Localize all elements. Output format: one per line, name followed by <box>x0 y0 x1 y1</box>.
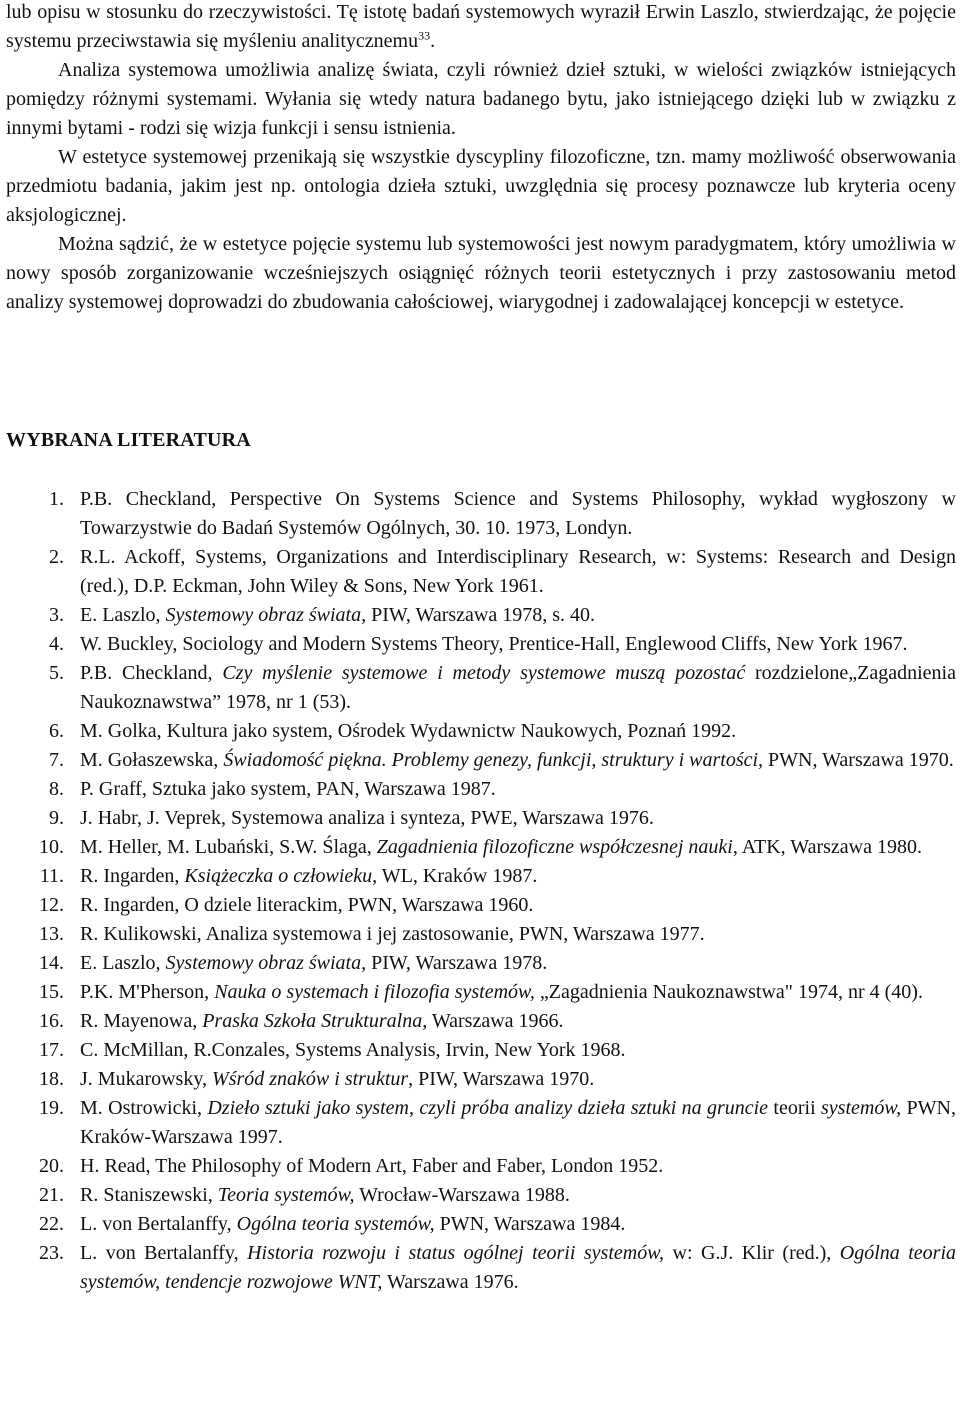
bibliography-item-text: L. von Bertalanffy, <box>80 1242 248 1264</box>
bibliography-item-text: M. Ostrowicki, <box>80 1097 208 1119</box>
bibliography-item-text: M. Gołaszewska, <box>80 749 224 771</box>
bibliography-item-text: M. Golka, Kultura jako system, Ośrodek Wydawnictw Naukowych, Poznań 1992. <box>80 720 737 742</box>
bibliography-item-number: 9. <box>49 807 64 829</box>
bibliography-item-text: J. Mukarowsky, <box>80 1068 213 1090</box>
bibliography-item-number: 11. <box>39 865 64 887</box>
bibliography-item-number: 20. <box>39 1155 64 1177</box>
bibliography-item <box>0 1094 956 1152</box>
bibliography-item <box>0 1210 956 1239</box>
bibliography-item <box>0 833 956 862</box>
bibliography-item <box>0 891 956 920</box>
bibliography-item-number: 12. <box>39 894 64 916</box>
bibliography-item-title: systemów, <box>821 1097 902 1119</box>
bibliography-item-text: H. Read, The Philosophy of Modern Art, Faber and Faber, London 1952. <box>80 1155 664 1177</box>
bibliography-item-number: 1. <box>49 488 64 510</box>
bibliography-item-text: ATK, Warszawa 1980. <box>737 836 922 858</box>
bibliography-item-title: Zagadnienia filozoficzne współczesnej nauki, <box>376 836 738 858</box>
bibliography-item-number: 5. <box>49 662 64 684</box>
bibliography-item-title: Nauka o systemach i filozofia systemów, <box>214 981 535 1003</box>
bibliography-item-text: „Zagadnienia Naukoznawstwa" 1974, nr 4 (40). <box>534 981 923 1003</box>
bibliography-item <box>0 601 956 630</box>
bibliography-item-text: E. Laszlo, <box>80 604 166 626</box>
bibliography-item <box>0 862 956 891</box>
bibliography-item-title: Historia rozwoju i status ogólnej teorii systemów, <box>247 1242 665 1264</box>
bibliography-item-number: 4. <box>49 633 64 655</box>
bibliography-item-text: J. Habr, J. Veprek, Systemowa analiza i synteza, PWE, Warszawa 1976. <box>80 807 654 829</box>
bibliography-item-number: 14. <box>39 952 64 974</box>
bibliography-item-title: Systemowy obraz świata, <box>165 952 367 974</box>
bibliography-item <box>0 746 956 775</box>
bibliography-item-title: Praska Szkoła Strukturalna, <box>202 1010 428 1032</box>
bibliography-item-text: R. Kulikowski, Analiza systemowa i jej zastosowanie, PWN, Warszawa 1977. <box>80 923 705 945</box>
bibliography-item-number: 16. <box>39 1010 64 1032</box>
bibliography-item-text: R. Ingarden, O dziele literackim, PWN, Warszawa 1960. <box>80 894 534 916</box>
bibliography-item-text: rozdzielone„Zagadnienia Naukoznawstwa” 1978, nr 1 (53). <box>80 662 956 713</box>
bibliography-item-text: PWN, Warszawa 1984. <box>434 1213 626 1235</box>
bibliography-item-text: R.L. Ackoff, Systems, Organizations and Interdisciplinary Research, w: Systems: Research and Design (red.), D.P. Eckman, John Wiley & Sons, New York 1961. <box>80 546 956 597</box>
bibliography-item-number: 7. <box>49 749 64 771</box>
bibliography-item-text: WL, Kraków 1987. <box>377 865 538 887</box>
bibliography-item-text: P.B. Checkland, <box>80 662 223 684</box>
bibliography-item <box>0 630 956 659</box>
paragraph-laszlo <box>0 0 960 56</box>
bibliography-item-number: 6. <box>49 720 64 742</box>
bibliography-item <box>0 1007 956 1036</box>
bibliography-item <box>0 1065 956 1094</box>
paragraph-text: . <box>430 30 436 52</box>
bibliography-item-text: M. Heller, M. Lubański, S.W. Ślaga, <box>80 836 377 858</box>
bibliography-item-number: 2. <box>49 546 64 568</box>
bibliography-item <box>0 920 956 949</box>
bibliography-item-title: Książeczka o człowieku, <box>184 865 378 887</box>
bibliography-item-title: Czy myślenie systemowe i metody systemowe muszą pozostać <box>222 662 746 684</box>
bibliography-item <box>0 1036 956 1065</box>
bibliography-item-text: P.B. Checkland, Perspective On Systems Science and Systems Philosophy, wykład wygłoszony w Towarzystwie do Badań Systemów Ogólnych, 30. 10. 1973, Londyn. <box>80 488 956 539</box>
paragraph-conclusion: Można sądzić, że w estetyce pojęcie systemu lub systemowości jest nowym paradygmatem, który umożliwia w nowy sposób zorganizowanie wcześniejszych osiągnięć różnych teorii estetycznych i przy zastosowaniu metod analizy systemowej doprowadzi do zbudowania całościowej, wiarygodnej i zadowalającej koncepcji w estetyce. <box>6 233 956 313</box>
bibliography-item <box>0 717 956 746</box>
bibliography-item <box>0 1239 956 1297</box>
bibliography-item <box>0 978 956 1007</box>
bibliography-item-text: P. Graff, Sztuka jako system, PAN, Warszawa 1987. <box>80 778 496 800</box>
bibliography-item-text: R. Mayenowa, <box>80 1010 203 1032</box>
bibliography-item-title: Teoria systemów, <box>217 1184 355 1206</box>
bibliography-item-number: 10. <box>39 836 64 858</box>
bibliography-item <box>0 485 956 543</box>
bibliography-item-text: R. Staniszewski, <box>80 1184 218 1206</box>
bibliography-item-number: 19. <box>39 1097 64 1119</box>
bibliography-item-text: PIW, Warszawa 1978. <box>366 952 548 974</box>
bibliography-item-text: E. Laszlo, <box>80 952 166 974</box>
bibliography-item <box>0 1152 956 1181</box>
bibliography-item-title: Ogólna teoria systemów, <box>236 1213 435 1235</box>
bibliography-item-number: 17. <box>39 1039 64 1061</box>
bibliography-item-number: 8. <box>49 778 64 800</box>
bibliography-item-title: Ogólna teoria systemów, tendencje rozwojowe WNT, <box>80 1242 956 1293</box>
bibliography-item <box>0 949 956 978</box>
bibliography-item-number: 23. <box>39 1242 64 1264</box>
bibliography-item <box>0 659 956 717</box>
bibliography-list <box>0 485 956 1297</box>
bibliography-item-text: w: G.J. Klir (red.), <box>664 1242 840 1264</box>
bibliography-item-text: , PIW, Warszawa 1970. <box>408 1068 595 1090</box>
bibliography-item-text: PWN, Kraków-Warszawa 1997. <box>80 1097 956 1148</box>
bibliography-item-text: PIW, Warszawa 1978, s. 40. <box>366 604 596 626</box>
bibliography-item-text: Warszawa 1966. <box>427 1010 564 1032</box>
bibliography-item <box>0 1181 956 1210</box>
bibliography-item-text: W. Buckley, Sociology and Modern Systems Theory, Prentice-Hall, Englewood Cliffs, New York 1967. <box>80 633 908 655</box>
footnote-marker: 33 <box>418 28 431 43</box>
bibliography-item-title: Systemowy obraz świata, <box>165 604 367 626</box>
bibliography-item-title: Wśród znaków i struktur <box>212 1068 409 1090</box>
bibliography-item-number: 3. <box>49 604 64 626</box>
bibliography-item-title: Świadomość piękna. Problemy genezy, funkcji, struktury i wartości, <box>223 749 764 771</box>
bibliography-item <box>0 543 956 601</box>
bibliography-item-number: 22. <box>39 1213 64 1235</box>
bibliography-item-number: 15. <box>39 981 64 1003</box>
bibliography-item <box>0 804 956 833</box>
paragraph-text: lub opisu w stosunku do rzeczywistości. Tę istotę badań systemowych wyraził Erwin Laszlo, stwierdzając, że pojęcie systemu przeciwstawia się myśleniu analitycznemu <box>6 1 956 52</box>
paragraph-systems-analysis: Analiza systemowa umożliwia analizę świata, czyli również dzieł sztuki, w wielości związków istniejących pomiędzy różnymi systemami. Wyłania się wtedy natura badanego bytu, jako istniejącego dzięki lub w związku z innymi bytami - rodzi się wizja funkcji i sensu istnienia. <box>6 59 956 139</box>
bibliography-item-text: P.K. M'Pherson, <box>80 981 215 1003</box>
bibliography-heading: WYBRANA LITERATURA <box>6 429 251 451</box>
bibliography-item <box>0 775 956 804</box>
bibliography-item-text: R. Ingarden, <box>80 865 185 887</box>
bibliography-item-text: L. von Bertalanffy, <box>80 1213 237 1235</box>
bibliography-item-number: 21. <box>39 1184 64 1206</box>
bibliography-item-number: 18. <box>39 1068 64 1090</box>
bibliography-item-title: Dzieło sztuki jako system, czyli próba analizy dzieła sztuki na gruncie <box>207 1097 769 1119</box>
paragraph-systemic-aesthetics: W estetyce systemowej przenikają się wszystkie dyscypliny filozoficzne, tzn. mamy możliwość obserwowania przedmiotu badania, jakim jest np. ontologia dzieła sztuki, uwzględnia się procesy poznawcze lub kryteria oceny aksjologicznej. <box>6 146 956 226</box>
bibliography-item-number: 13. <box>39 923 64 945</box>
bibliography-item-text: teorii <box>768 1097 821 1119</box>
bibliography-item-text: Warszawa 1976. <box>382 1271 519 1293</box>
bibliography-item-text: Wrocław-Warszawa 1988. <box>354 1184 570 1206</box>
bibliography-item-text: C. McMillan, R.Conzales, Systems Analysis, Irvin, New York 1968. <box>80 1039 626 1061</box>
bibliography-item-text: PWN, Warszawa 1970. <box>763 749 954 771</box>
